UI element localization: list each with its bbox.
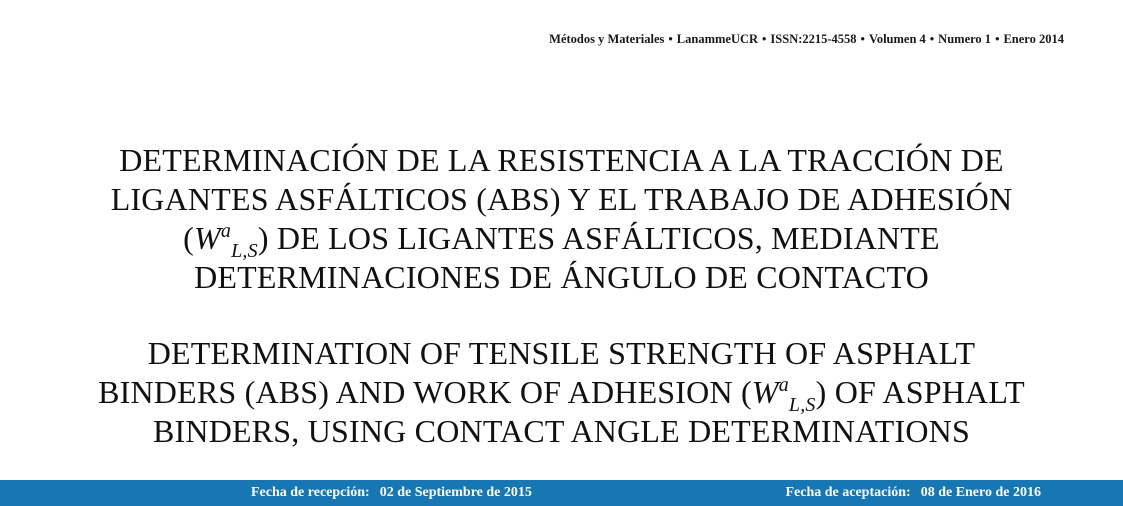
symbol-base: W	[194, 220, 221, 256]
title-es-line-4: DETERMINACIONES DE ÁNGULO DE CONTACTO	[194, 259, 929, 295]
title-es-line-2: LIGANTES ASFÁLTICOS (ABS) Y EL TRABAJO DE ADHESIÓN	[110, 181, 1013, 217]
header-separator: •	[995, 32, 1000, 46]
title-en-line-1: DETERMINATION OF TENSILE STRENGTH OF ASPHALT	[147, 335, 976, 371]
issue-date: Enero 2014	[1003, 32, 1064, 46]
issn: ISSN:2215-4558	[770, 32, 857, 46]
received-date	[251, 485, 532, 501]
accepted-label: Fecha de aceptación:	[785, 485, 911, 500]
publisher-name: LanammeUCR	[676, 32, 759, 46]
work-of-adhesion-symbol	[194, 220, 258, 262]
dates-bar	[0, 480, 1123, 506]
title-en-line-2-end: ) OF ASPHALT	[815, 374, 1025, 410]
header-separator: •	[929, 32, 935, 46]
title-en-line-3: BINDERS, USING CONTACT ANGLE DETERMINATIONS	[152, 413, 970, 449]
volume: Volumen 4	[868, 32, 926, 46]
symbol-superscript: a	[778, 374, 789, 396]
paren-open: (	[183, 220, 195, 256]
title-es-line-3-rest: ) DE LOS LIGANTES ASFÁLTICOS, MEDIANTE	[257, 220, 940, 256]
symbol-base: W	[751, 374, 779, 410]
title-spanish	[0, 141, 1123, 297]
accepted-date	[785, 485, 1041, 501]
title-es-line-3	[0, 219, 1123, 262]
header-separator: •	[762, 32, 767, 46]
received-label: Fecha de recepción:	[251, 485, 370, 500]
journal-name: Métodos y Materiales	[549, 32, 665, 46]
header-separator: •	[668, 32, 673, 46]
title-en-line-2	[0, 373, 1123, 416]
title-es-line-1: DETERMINACIÓN DE LA RESISTENCIA A LA TRACCIÓN DE	[119, 142, 1004, 178]
accepted-value: 08 de Enero de 2016	[920, 485, 1041, 500]
symbol-subscript: L,S	[788, 394, 816, 416]
title-english	[0, 334, 1123, 451]
running-header	[549, 32, 1064, 47]
title-en-line-2-start: BINDERS (ABS) AND WORK OF ADHESION (	[98, 374, 752, 410]
received-value: 02 de Septiembre de 2015	[379, 485, 532, 500]
issue-number: Numero 1	[938, 32, 992, 46]
symbol-subscript: L,S	[231, 240, 258, 262]
symbol-superscript: a	[220, 220, 232, 242]
work-of-adhesion-symbol	[751, 374, 816, 416]
header-separator: •	[860, 32, 865, 46]
